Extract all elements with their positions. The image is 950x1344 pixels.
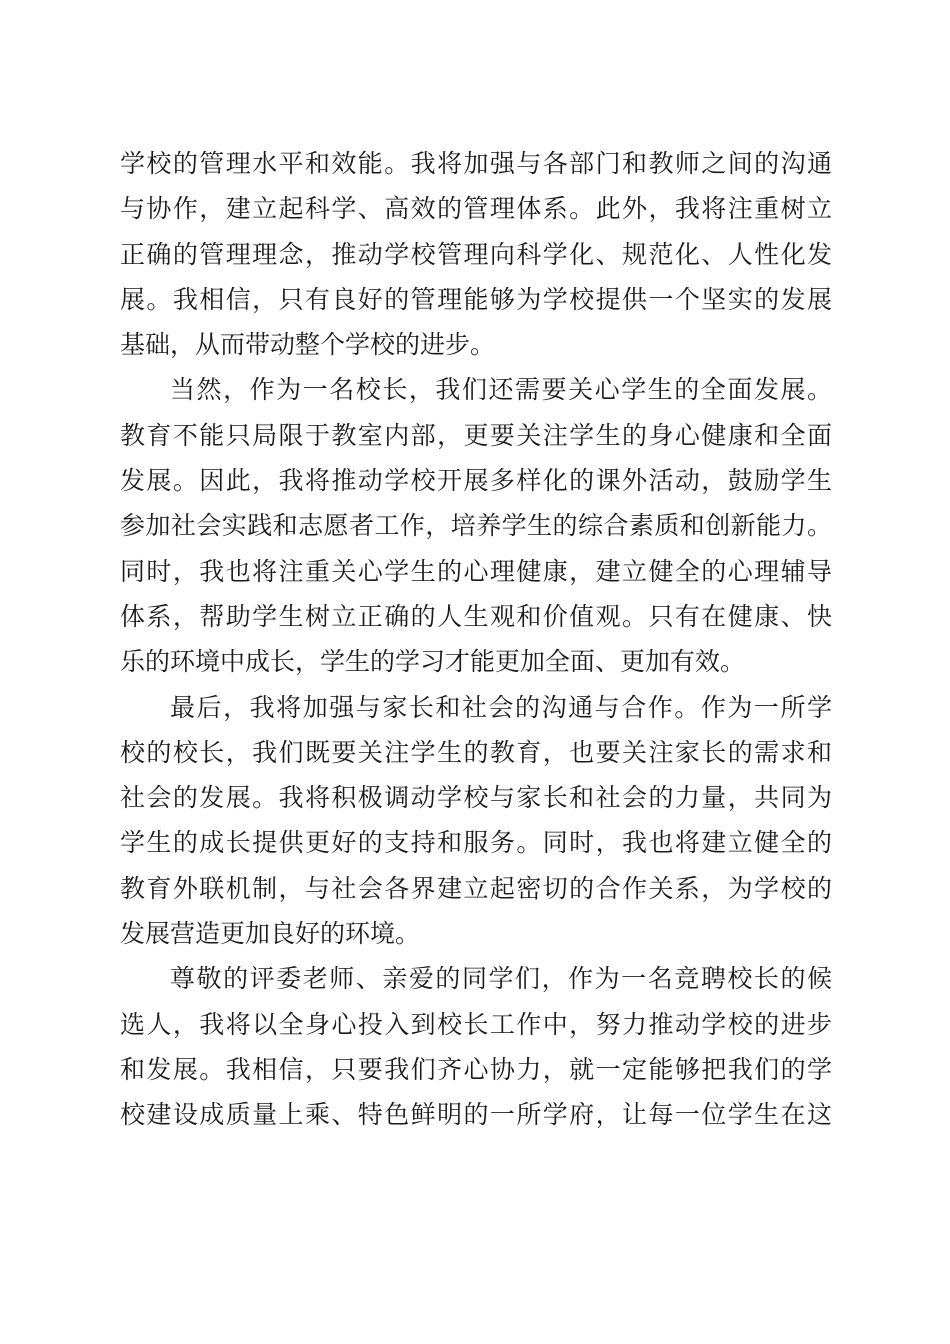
text-line: 乐的环境中成长，学生的学习才能更加全面、更加有效。 [120,647,746,677]
text-line: 社会的发展。我将积极调动学校与家长和社会的力量，共同为 [120,783,832,813]
text-line: 参加社会实践和志愿者工作，培养学生的综合素质和创新能力。 [120,511,832,541]
text-line: 与协作，建立起科学、高效的管理体系。此外，我将注重树立 [120,194,832,224]
text-line: 校的校长，我们既要关注学生的教育，也要关注家长的需求和 [120,737,832,767]
text-line: 发展。因此，我将推动学校开展多样化的课外活动，鼓励学生 [120,466,832,496]
text-line: 体系，帮助学生树立正确的人生观和价值观。只有在健康、快 [120,601,832,631]
text-line: 学生的成长提供更好的支持和服务。同时，我也将建立健全的 [120,828,832,858]
text-line: 基础，从而带动整个学校的进步。 [120,330,496,360]
text-line: 教育外联机制，与社会各界建立起密切的合作关系，为学校的 [120,873,832,903]
text-line: 正确的管理理念，推动学校管理向科学化、规范化、人性化发 [120,239,832,269]
text-line: 教育不能只局限于教室内部，更要关注学生的身心健康和全面 [120,420,832,450]
text-line: 选人，我将以全身心投入到校长工作中，努力推动学校的进步 [120,1009,832,1039]
text-line: 同时，我也将注重关心学生的心理健康，建立健全的心理辅导 [120,556,832,586]
text-line: 校建设成质量上乘、特色鲜明的一所学府，让每一位学生在这 [120,1100,832,1130]
text-line: 和发展。我相信，只要我们齐心协力，就一定能够把我们的学 [120,1054,832,1084]
text-line: 发展营造更加良好的环境。 [120,919,421,949]
text-line: 尊敬的评委老师、亲爱的同学们，作为一名竞聘校长的候 [170,964,832,994]
text-line: 当然，作为一名校长，我们还需要关心学生的全面发展。 [170,375,832,405]
text-line: 学校的管理水平和效能。我将加强与各部门和教师之间的沟通 [120,149,832,178]
body-text [120,141,832,1138]
text-line: 最后，我将加强与家长和社会的沟通与合作。作为一所学 [170,692,832,722]
text-line: 展。我相信，只有良好的管理能够为学校提供一个坚实的发展 [120,284,832,314]
